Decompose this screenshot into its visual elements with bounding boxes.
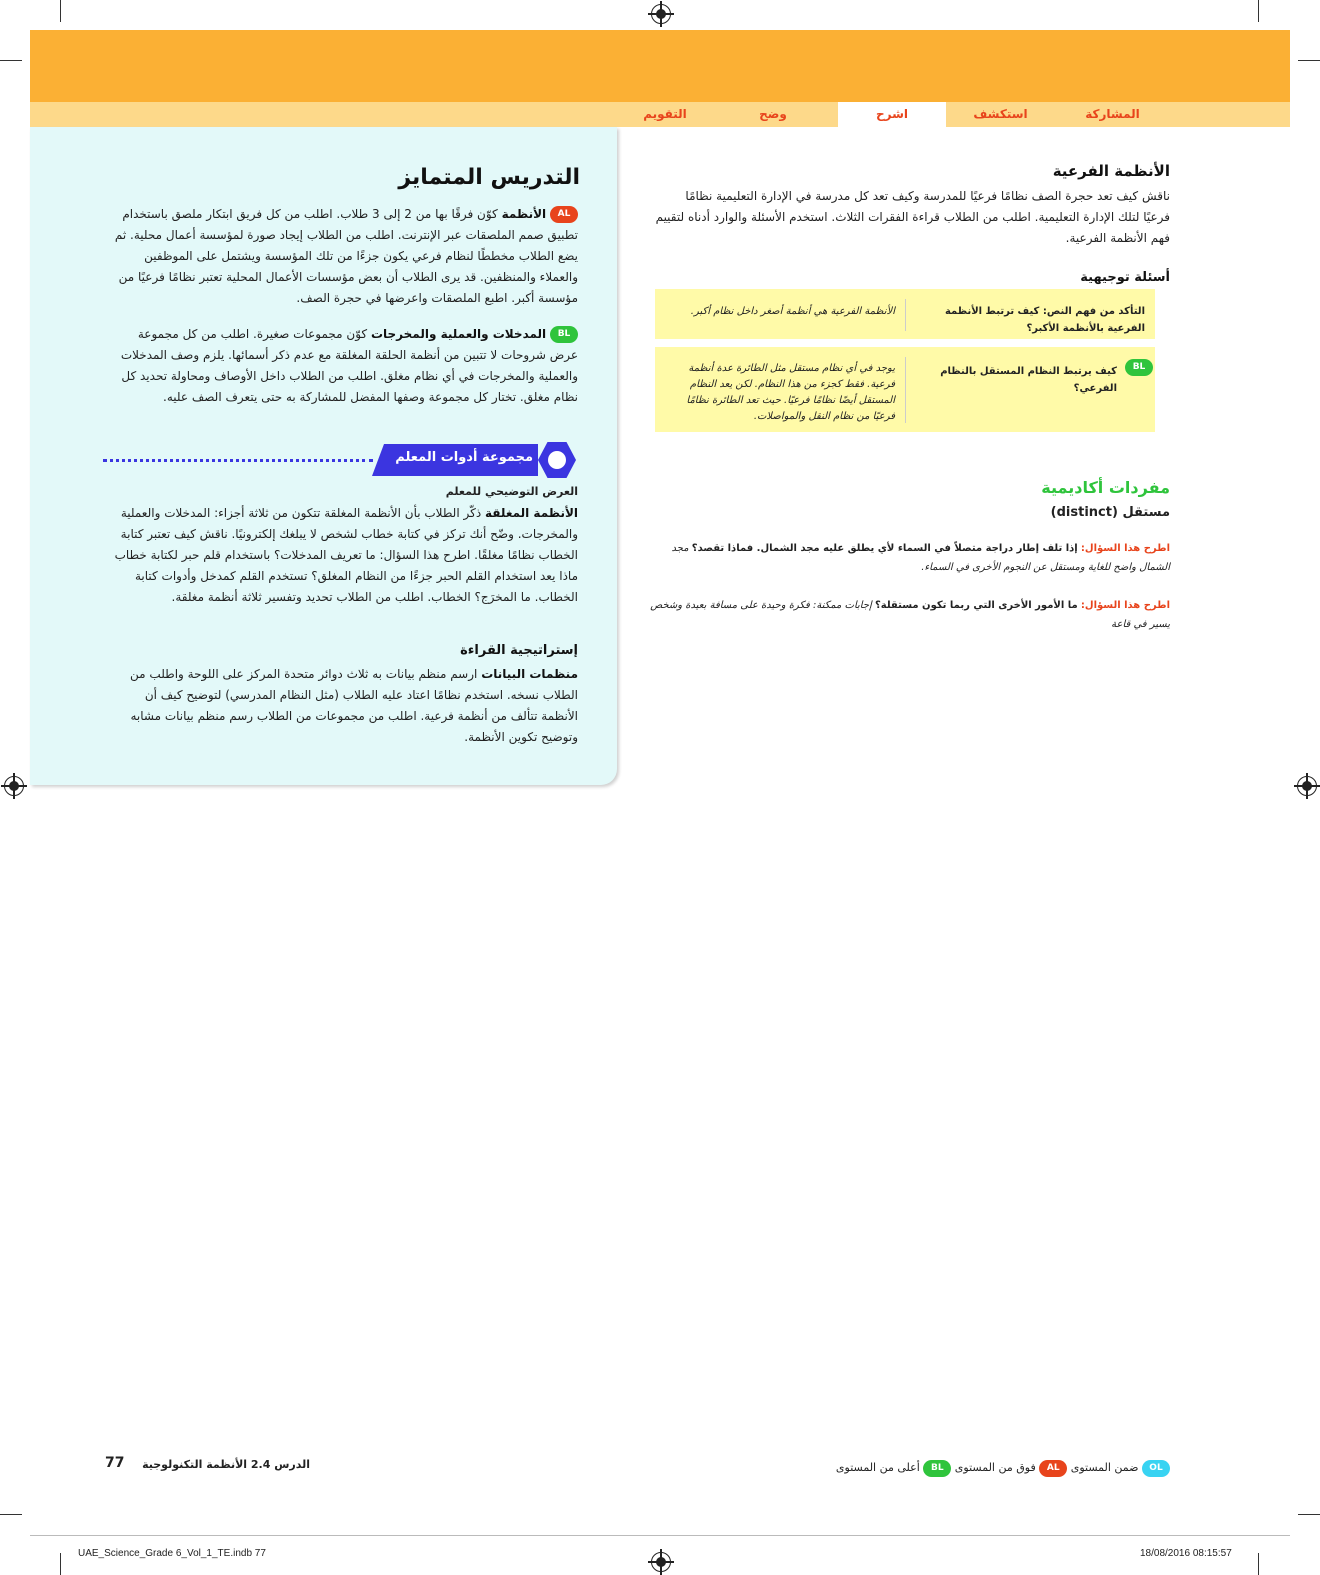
reading-strategy-heading: إستراتيجية القراءة <box>460 643 578 658</box>
teacher-toolkit-title: مجموعة أدوات المعلم <box>395 450 533 465</box>
answer-1: الأنظمة الفرعية هي أنظمة أصغر داخل نظام أكبر. <box>690 306 895 317</box>
ask-question: إذا تلف إطار دراجة متصلاً في السماء لأي يطلق عليه مجد الشمال. فماذا تقصد؟ <box>691 543 1078 554</box>
question-box-2 <box>655 347 1155 432</box>
ask-answer: إجابات ممكنة: فكرة وحيدة على مسافة بعيدة وشخص يسير في قاعة <box>650 600 1170 630</box>
data-organizers-bold: منظمات البيانات <box>481 667 578 681</box>
tab-engage[interactable]: المشاركة <box>1085 107 1140 121</box>
crop-mark <box>1298 1514 1320 1515</box>
question-box-1 <box>655 289 1155 339</box>
slug-rule <box>30 1535 1290 1536</box>
subsystems-heading: الأنظمة الفرعية <box>1052 162 1170 180</box>
vocab-question-1 <box>640 539 1170 577</box>
registration-mark-icon <box>651 1552 671 1572</box>
bl-paragraph-text: كوّن مجموعات صغيرة. اطلب من كل مجموعة عرض شروحات لا تتبين من أنظمة الحلقة المغلقة مع عدم ذكر أسمائها. يلزم وصف المدخلات والعملية والمخرجات في أي نظام مغلق. اطلب من الطلاب داخل الأوصاف ومحاولة تحديد كل نظام مغلق. تختار كل مجموعة وصفها المفضل للمشاركة به حتى يتعرف الصف عليه. <box>120 327 578 404</box>
registration-mark-icon <box>4 776 24 796</box>
differentiated-instruction-heading: التدريس المتمايز <box>398 165 580 190</box>
tab-strip <box>30 102 1290 127</box>
ask-label: اطرح هذا السؤال: <box>1080 543 1170 554</box>
page-number: 77 <box>105 1455 125 1471</box>
teacher-demo-heading: العرض التوضيحي للمعلم <box>445 485 578 498</box>
bl-badge: BL <box>923 1460 951 1477</box>
ask-answer: مجد الشمال واضح للغاية ومستقل عن النجوم الأخرى في السماء. <box>671 543 1170 573</box>
answer-2: يوجد في أي نظام مستقل مثل الطائرة عدة أنظمة فرعية. فقط كجزء من هذا النظام. لكن يعد النظام المستقل أيضًا نظامًا فرعيًا. حيث تعد الطائرة نظامًا فرعيًا من نظام النقل والمواصلات. <box>686 363 895 422</box>
bl-badge: BL <box>550 326 578 343</box>
slug-filename: UAE_Science_Grade 6_Vol_1_TE.indb 77 <box>78 1548 266 1559</box>
bl-paragraph-bold: المدخلات والعملية والمخرجات <box>370 327 547 341</box>
ask-label: اطرح هذا السؤال: <box>1080 600 1170 611</box>
vocab-word: مستقل (distinct) <box>1050 505 1170 520</box>
toolkit-dot-icon <box>548 451 566 469</box>
dotted-rule <box>103 459 373 462</box>
al-paragraph <box>110 204 578 309</box>
crop-mark <box>1258 1553 1259 1575</box>
registration-mark-icon <box>1297 776 1317 796</box>
ask-question: ما الأمور الأخرى التي ربما تكون مستقلة؟ <box>874 600 1078 611</box>
lesson-title: الدرس 2.4 الأنظمة التكنولوجية <box>142 1458 310 1471</box>
closed-systems-bold: الأنظمة المغلقة <box>485 506 578 520</box>
ol-badge: OL <box>1142 1460 1170 1477</box>
academic-vocabulary-heading: مفردات أكاديمية <box>1041 478 1170 497</box>
tab-explore[interactable]: استكشف <box>973 107 1028 121</box>
al-badge: AL <box>1039 1460 1067 1477</box>
crop-mark <box>1298 60 1320 61</box>
al-paragraph-text: كوّن فرقًا بها من 2 إلى 3 طلاب. اطلب من كل فريق ابتكار ملصق باستخدام تطبيق صمم الملصقات عبر الإنترنت. اطلب من الطلاب إيجاد صورة لمؤسسة أعمال محلية. ثم يضع الطلاب مخططًا لنظام فرعي يكون جزءًا من تلك المؤسسة ويشتمل على الموظفين والعملاء والمنظفين. قد يرى الطلاب أن بعض مؤسسات الأعمال المحلية تعتبر نظامًا فرعيًا من مؤسسة أكبر. اطبع الملصقات واعرضها في حجرة الصف. <box>114 207 578 305</box>
bl-label: أعلى من المستوى <box>835 1461 920 1474</box>
tab-evaluate[interactable]: التقويم <box>643 107 687 121</box>
question-1: التأكد من فهم النص: كيف ترتبط الأنظمة الفرعية بالأنظمة الأكبر؟ <box>944 306 1145 334</box>
tab-elaborate[interactable]: وضح <box>759 107 787 121</box>
crop-mark <box>60 0 61 22</box>
bl-paragraph <box>110 324 578 408</box>
bl-badge: BL <box>1125 359 1153 376</box>
al-paragraph-bold: الأنظمة <box>501 207 547 221</box>
al-label: فوق من المستوى <box>954 1461 1036 1474</box>
slug-date: 18/08/2016 08:15:57 <box>1140 1548 1232 1559</box>
level-legend <box>780 1458 1170 1478</box>
closed-systems-text: ذكّر الطلاب بأن الأنظمة المغلقة تتكون من ثلاثة أجزاء: المدخلات والعملية والمخرجات. وضّح أنك تركز في كتابة خطاب لشخص لا يبلغك إلكترونيًا. ناقش كيف تعتبر كتابة الخطاب نظامًا مغلقًا. اطرح هذا السؤال: ما تعريف المدخلات؟ باستخدام قلم حبر لكتابة خطاب ماذا يعد استخدام القلم الحبر جزءًا من النظام المغلق؟ تستخدم القلم كمدخل وأدوات كتابة الخطاب. ما المخرَج؟ الخطاب. اطلب من الطلاب تحديد وتفسير ثلاثة أنظمة مغلقة. <box>114 506 578 604</box>
vocab-question-2 <box>640 596 1170 634</box>
guiding-questions-heading: أسئلة توجيهية <box>1080 270 1170 285</box>
subsystems-intro: ناقش كيف تعد حجرة الصف نظامًا فرعيًا للمدرسة وكيف تعد كل مدرسة في الإدارة التعليمية نظامًا فرعيًا لتلك الإدارة التعليمية. اطلب من الطلاب قراءة الفقرات الثلاث. استخدم الأسئلة والوارد أدناه لتقييم فهم الأنظمة الفرعية. <box>655 189 1170 245</box>
header-band <box>30 30 1290 102</box>
divider <box>905 299 906 331</box>
ol-label: ضمن المستوى <box>1070 1461 1139 1474</box>
reading-strategy-text: ارسم منظم بيانات به ثلاث دوائر متحدة المركز على اللوحة واطلب من الطلاب نسخه. استخدم نظامًا اعتاد عليه الطلاب (مثل النظام المدرسي) لتوضيح كيف أن الأنظمة تتألف من أنظمة فرعية. اطلب من مجموعات من الطلاب رسم منظم بيانات مشابه وتوضيح تكوين الأنظمة. <box>130 667 578 744</box>
crop-mark <box>0 60 22 61</box>
reading-strategy-paragraph <box>110 664 578 748</box>
divider <box>905 357 906 423</box>
crop-mark <box>0 1514 22 1515</box>
crop-mark <box>60 1553 61 1575</box>
registration-mark-icon <box>651 4 671 24</box>
crop-mark <box>1258 0 1259 22</box>
al-badge: AL <box>550 206 578 223</box>
question-2: كيف يرتبط النظام المستقل بالنظام الفرعي؟ <box>940 366 1117 394</box>
closed-systems-paragraph <box>110 503 578 608</box>
tab-explain[interactable]: اشرح <box>838 102 946 129</box>
